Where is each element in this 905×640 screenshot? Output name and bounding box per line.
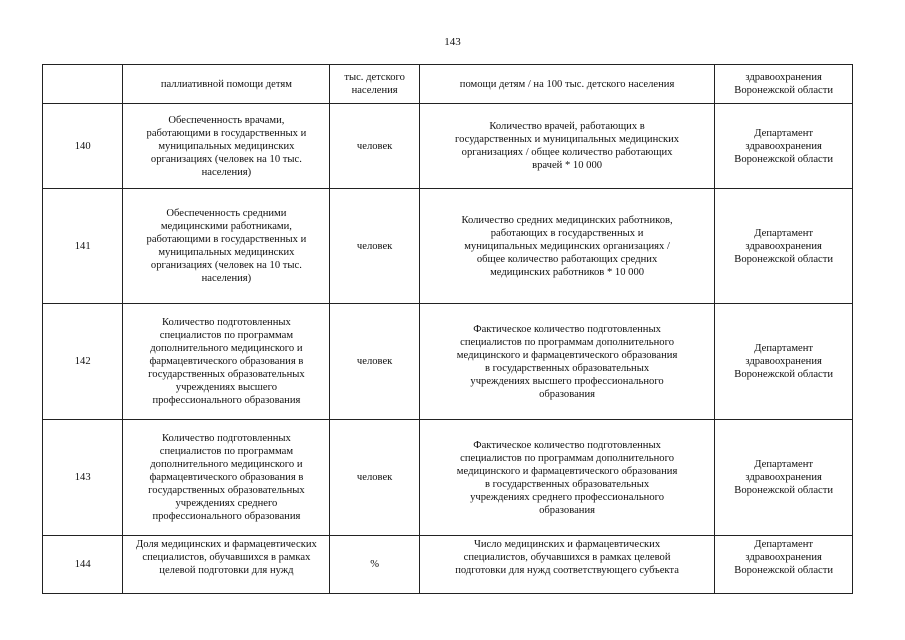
text-line: муниципальных медицинских	[158, 247, 295, 258]
text-line: специалистов по программам	[159, 330, 294, 341]
text-line: общее количество работающих средних	[476, 253, 658, 265]
cell-indicator-name	[123, 104, 330, 189]
text-line: Департамент	[754, 459, 814, 470]
text-line: населения)	[201, 273, 252, 284]
text-line: специалистов, обучавшихся в рамках	[142, 552, 311, 563]
text-line: специалистов по программам	[159, 446, 294, 457]
cell-responsible	[715, 420, 853, 536]
text-line: муниципальных медицинских	[158, 140, 295, 152]
text-line: в государственных образовательных	[484, 478, 650, 490]
text-line: Количество подготовленных	[161, 433, 291, 444]
text-line: организациях / общее количество работающих	[461, 147, 673, 158]
text-line: %	[370, 559, 380, 570]
table-row	[43, 420, 853, 536]
text-line: государственных образовательных	[148, 485, 305, 496]
text-line: работающих в государственных и	[490, 227, 644, 239]
text-line: населения)	[201, 166, 252, 178]
text-line: фармацевтического образования в	[149, 472, 304, 483]
text-line: государственных образовательных	[148, 369, 305, 380]
cell-calculation-method	[419, 104, 714, 189]
text-line: здравоохранения	[745, 356, 822, 367]
text-line: здравоохранения	[745, 240, 822, 252]
text-line: специалистов по программам дополнительного	[460, 452, 674, 464]
cell-responsible	[715, 304, 853, 420]
text-line: специалистов, обучавшихся в рамках целевой	[463, 552, 671, 563]
cell-responsible	[715, 189, 853, 304]
text-line: здравоохранения	[745, 472, 822, 483]
text-line: учреждениях высшего профессионального	[470, 375, 664, 387]
text-line: здравоохранения	[745, 552, 822, 563]
text-line: дополнительного медицинского и	[150, 459, 303, 470]
cell-unit	[330, 189, 419, 304]
text-line: тыс. детского	[344, 72, 405, 83]
text-line: организациях (человек на 10 тыс.	[150, 153, 302, 165]
cell-calculation-method	[419, 189, 714, 304]
cell-number: 144	[43, 536, 123, 594]
text-line: Количество подготовленных	[161, 317, 291, 328]
cell-indicator-name	[123, 189, 330, 304]
cell-number: 140	[43, 104, 123, 189]
table-row	[43, 304, 853, 420]
text-line: Воронежской области	[734, 85, 834, 96]
text-line: паллиативной помощи детям	[160, 78, 292, 90]
text-line: специалистов по программам дополнительного	[460, 336, 674, 348]
text-line: Количество средних медицинских работников,	[461, 214, 673, 226]
text-line: работающими в государственных и	[146, 127, 307, 139]
text-line: Департамент	[754, 539, 814, 550]
text-line: Воронежской области	[734, 369, 834, 380]
text-line: в государственных образовательных	[484, 362, 650, 374]
text-line: профессионального образования	[152, 511, 301, 522]
text-line: организациях (человек на 10 тыс.	[150, 260, 302, 271]
cell-unit	[330, 65, 419, 104]
cell-responsible	[715, 65, 853, 104]
cell-indicator-name	[123, 304, 330, 420]
text-line: Воронежской области	[734, 485, 834, 496]
text-line: Число медицинских и фармацевтических	[473, 539, 661, 550]
text-line: Воронежской области	[734, 565, 834, 576]
text-line: учреждениях среднего	[175, 498, 278, 509]
table-row	[43, 189, 853, 304]
text-line: целевой подготовки для нужд	[159, 565, 294, 576]
text-line: образования	[539, 504, 596, 516]
text-line: Доля медицинских и фармацевтических	[135, 539, 317, 550]
text-line: населения	[351, 85, 398, 96]
cell-calculation-method	[419, 304, 714, 420]
text-line: работающими в государственных и	[146, 234, 307, 245]
text-line: учреждениях высшего	[175, 382, 278, 393]
cell-number: 143	[43, 420, 123, 536]
text-line: Департамент	[754, 343, 814, 354]
text-line: человек	[356, 140, 393, 152]
indicator-table	[42, 64, 853, 594]
cell-calculation-method	[419, 420, 714, 536]
text-line: фармацевтического образования в	[149, 356, 304, 367]
page-number: 143	[444, 36, 461, 48]
text-line: медицинского и фармацевтического образования	[456, 349, 678, 361]
text-line: Воронежской области	[734, 253, 834, 265]
text-line: Воронежской области	[734, 153, 834, 165]
text-line: государственных и муниципальных медицинских	[455, 134, 680, 145]
text-line: Департамент	[754, 127, 814, 139]
cell-responsible	[715, 104, 853, 189]
text-line: человек	[356, 240, 393, 252]
text-line: здравоохранения	[745, 140, 822, 152]
text-line: муниципальных медицинских организациях /	[464, 240, 670, 252]
cell-calculation-method	[419, 65, 714, 104]
text-line: помощи детям / на 100 тыс. детского населения	[459, 78, 675, 90]
cell-unit	[330, 104, 419, 189]
text-line: человек	[356, 356, 393, 367]
text-line: Фактическое количество подготовленных	[473, 439, 661, 451]
cell-responsible	[715, 536, 853, 594]
text-line: здравоохранения	[745, 72, 822, 83]
text-line: образования	[539, 388, 596, 400]
text-line: учреждениях среднего профессионального	[470, 491, 665, 503]
cell-indicator-name	[123, 536, 330, 594]
text-line: дополнительного медицинского и	[150, 343, 303, 354]
cell-calculation-method	[419, 536, 714, 594]
text-line: Обеспеченность средними	[166, 208, 287, 219]
text-line: человек	[356, 472, 393, 483]
table-row	[43, 536, 853, 594]
table-row	[43, 104, 853, 189]
cell-indicator-name	[123, 65, 330, 104]
cell-unit	[330, 536, 419, 594]
text-line: медицинского и фармацевтического образования	[456, 465, 678, 477]
table-row-continuation	[43, 65, 853, 104]
cell-number: 142	[43, 304, 123, 420]
text-line: медицинскими работниками,	[160, 221, 292, 232]
cell-number: 141	[43, 189, 123, 304]
cell-indicator-name	[123, 420, 330, 536]
text-line: профессионального образования	[152, 395, 301, 406]
text-line: врачей * 10 000	[532, 160, 603, 171]
text-line: Фактическое количество подготовленных	[473, 323, 661, 335]
text-line: Количество врачей, работающих в	[489, 121, 645, 132]
text-line: медицинских работников * 10 000	[490, 266, 645, 278]
text-line: подготовки для нужд соответствующего субъекта	[455, 565, 679, 576]
cell-number	[43, 65, 123, 104]
text-line: Департамент	[754, 227, 814, 239]
cell-unit	[330, 420, 419, 536]
cell-unit	[330, 304, 419, 420]
text-line: Обеспеченность врачами,	[168, 114, 285, 126]
